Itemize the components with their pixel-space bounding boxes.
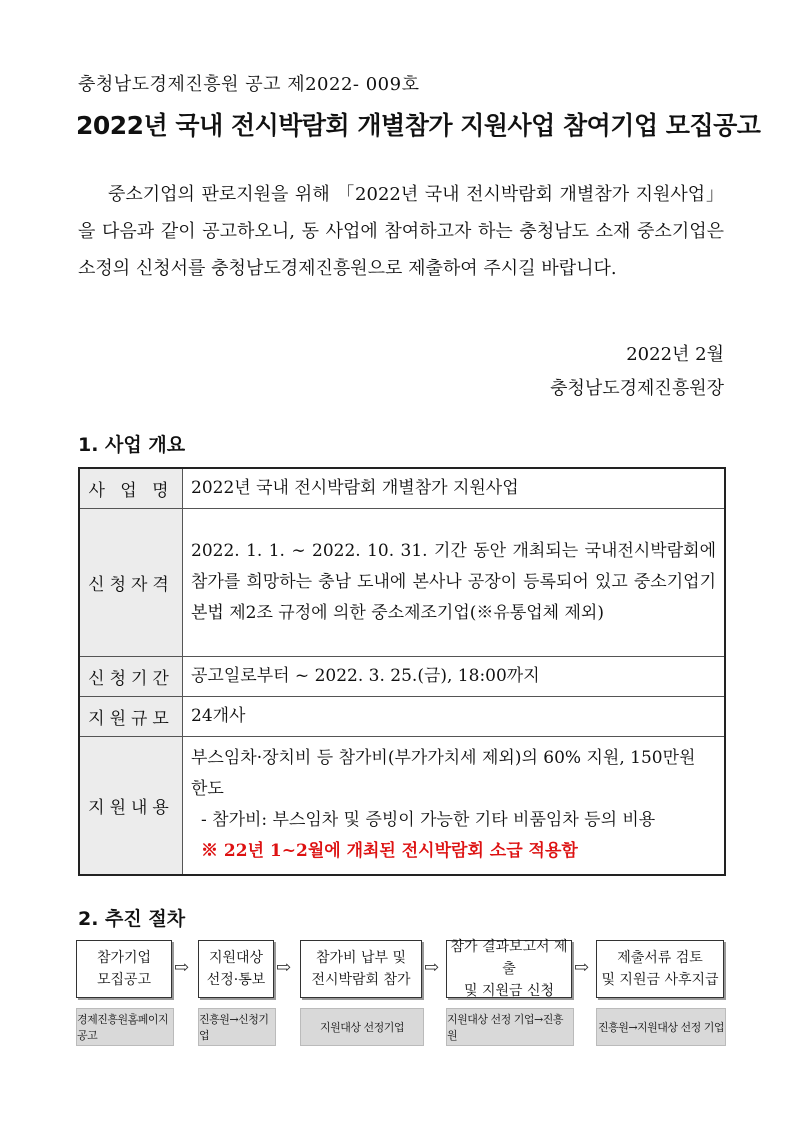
section-1-heading: 1. 사업 개요	[78, 434, 186, 456]
process-flow	[76, 939, 726, 1042]
support-sub: - 참가비: 부스임차 및 증빙이 가능한 기타 비품임차 등의 비용	[201, 810, 656, 831]
step-line1: 참가비 납부 및	[315, 950, 407, 966]
process-step	[76, 940, 172, 998]
step-line2: 전시박람회 참가	[311, 972, 411, 988]
overview-table	[78, 467, 726, 876]
step-actor: 지원대상 선정기업	[300, 1008, 424, 1046]
step-line1: 지원대상	[208, 950, 264, 966]
row-value	[183, 737, 726, 875]
step-actor: 경제진흥원홈페이지 공고	[76, 1008, 174, 1046]
table-row	[79, 468, 725, 509]
row-label: 신청기간	[79, 657, 183, 697]
page-title: 2022년 국내 전시박람회 개별참가 지원사업 참여기업 모집공고	[76, 111, 761, 140]
process-step	[446, 940, 572, 998]
arrow-right-icon: ⇨	[424, 957, 440, 978]
issuer: 충청남도경제진흥원장	[550, 378, 724, 399]
step-actor: 진흥원→신청기업	[198, 1008, 276, 1046]
notice-date: 2022년 2월	[626, 344, 724, 365]
support-note: ※ 22년 1~2월에 개최된 전시박람회 소급 적용함	[201, 841, 578, 862]
step-actor: 진흥원→지원대상 선정 기업	[596, 1008, 726, 1046]
row-label: 지원내용	[79, 737, 183, 875]
table-row	[79, 657, 725, 697]
table-row	[79, 509, 725, 657]
step-actor: 지원대상 선정 기업→진흥원	[446, 1008, 574, 1046]
process-step	[596, 940, 724, 998]
row-value: 공고일로부터 ~ 2022. 3. 25.(금), 18:00까지	[183, 657, 726, 697]
row-label: 지원규모	[79, 697, 183, 737]
process-step	[198, 940, 274, 998]
row-value: 2022. 1. 1. ∼ 2022. 10. 31. 기간 동안 개최되는 국내전시박람회에 참가를 희망하는 충남 도내에 본사나 공장이 등록되어 있고 중소기업기본법 제2조 규정에 의한 중소제조기업(※유통업체 제외)	[183, 509, 726, 657]
row-value: 2022년 국내 전시박람회 개별참가 지원사업	[183, 468, 726, 509]
step-line2: 및 지원금 사후지급	[601, 972, 719, 988]
arrow-right-icon: ⇨	[276, 957, 292, 978]
table-row	[79, 697, 725, 737]
table-row	[79, 737, 725, 875]
step-line1: 참가기업	[96, 950, 152, 966]
step-line2: 및 지원금 신청	[463, 983, 555, 999]
arrow-right-icon: ⇨	[174, 957, 190, 978]
step-line1: 제출서류 검토	[617, 950, 703, 966]
section-2-heading: 2. 추진 절차	[78, 908, 186, 930]
arrow-right-icon: ⇨	[574, 957, 590, 978]
notice-number: 충청남도경제진흥원 공고 제2022- 009호	[78, 74, 420, 95]
step-line1: 참가 결과보고서 제출	[450, 939, 568, 977]
step-line2: 선정·통보	[206, 972, 266, 988]
row-label: 사 업 명	[79, 468, 183, 509]
process-step	[300, 940, 422, 998]
row-label: 신청자격	[79, 509, 183, 657]
support-content: 부스임차·장치비 등 참가비(부가가치세 제외)의 60% 지원, 150만원 한도	[191, 748, 696, 800]
row-value: 24개사	[183, 697, 726, 737]
intro-paragraph: 중소기업의 판로지원을 위해 「2022년 국내 전시박람회 개별참가 지원사업」 을 다음과 같이 공고하오니, 동 사업에 참여하고자 하는 충청남도 소재 중소기업은 소정의 신청서를 충청남도경제진흥원으로 제출하여 주시길 바랍니다.	[78, 184, 724, 279]
step-line2: 모집공고	[96, 972, 152, 988]
